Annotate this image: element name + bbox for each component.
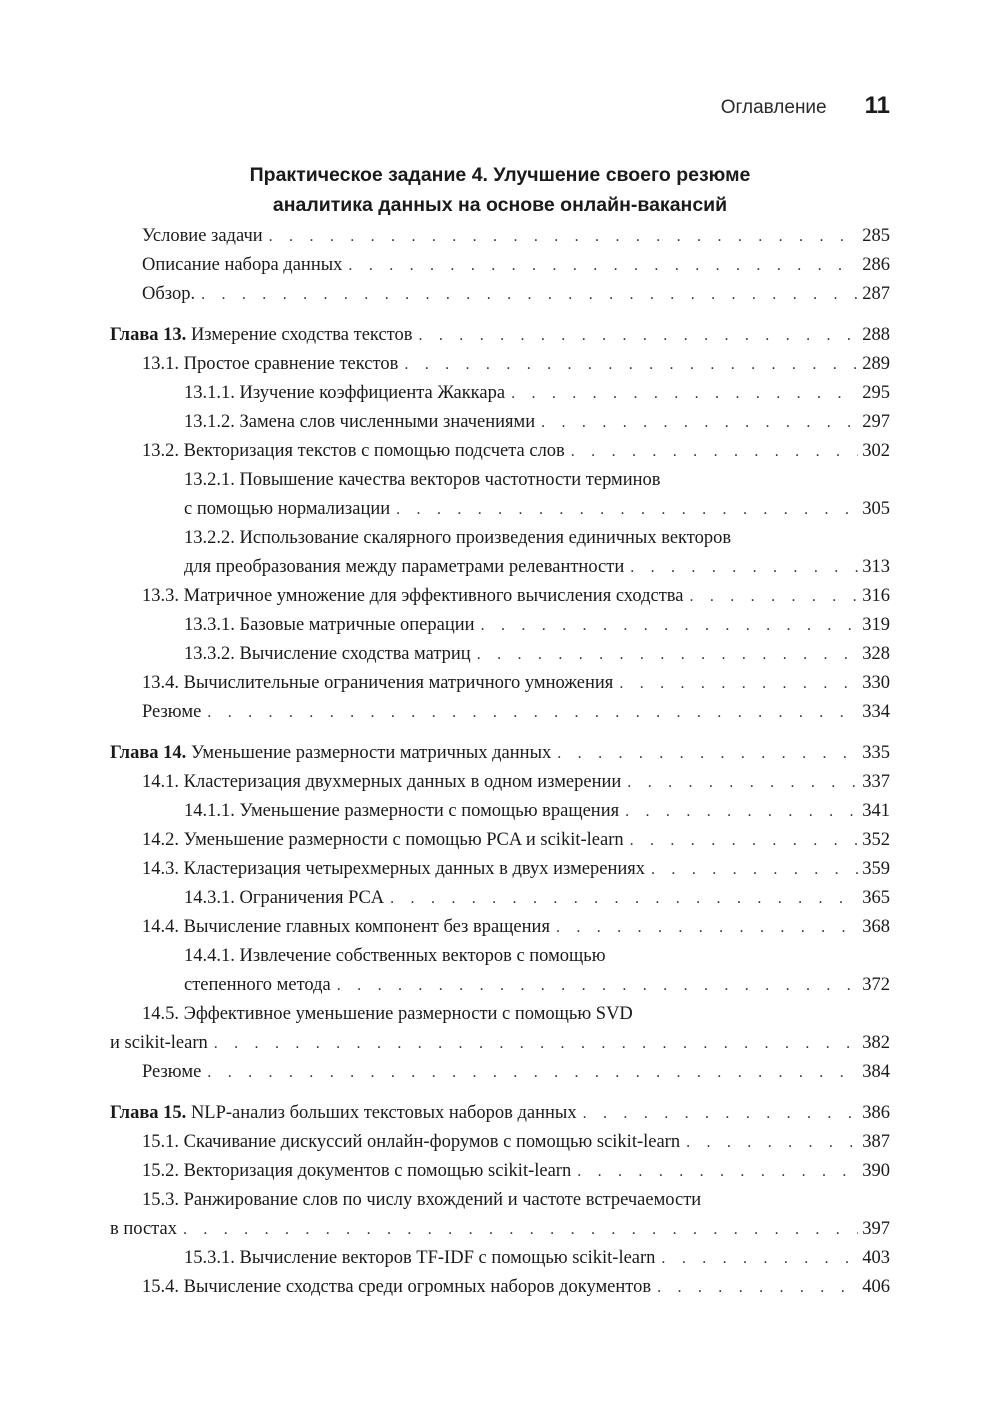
toc-entry-page: 316 [862, 586, 890, 606]
toc-entry-page: 390 [862, 1161, 890, 1181]
toc-entry-page: 305 [862, 499, 890, 519]
toc-entry-label: 13.3.2. Вычисление сходства матриц [184, 644, 471, 664]
dot-leader [625, 797, 858, 826]
dot-leader [183, 1215, 858, 1244]
toc-entry-label: 15.4. Вычисление сходства среди огромных наборов документов [142, 1277, 652, 1297]
toc-entry-label: 14.2. Уменьшение размерности с помощью PCA и scikit-learn [142, 830, 624, 850]
toc-entry-page: 288 [862, 325, 890, 345]
chapter-14-entry[interactable] [110, 739, 890, 768]
toc-entry-page: 335 [862, 743, 890, 763]
toc-entry-page: 297 [862, 412, 890, 432]
toc-entry-page: 359 [862, 859, 890, 879]
dot-leader [556, 913, 858, 942]
practical-task-heading [110, 160, 890, 220]
toc-entry-label: 15.1. Скачивание дискуссий онлайн-форумов с помощью scikit-learn [142, 1132, 681, 1152]
dot-leader [619, 669, 858, 698]
dot-leader [511, 379, 858, 408]
toc-entry[interactable] [110, 942, 890, 1000]
dot-leader [571, 437, 858, 466]
toc-entry-page: 368 [862, 917, 890, 937]
toc-entry[interactable] [110, 280, 890, 309]
toc-entry-page: 406 [862, 1277, 890, 1297]
toc-entry-page: 286 [862, 255, 890, 275]
dot-leader [214, 1029, 859, 1058]
toc-entry-label: 13.1.1. Изучение коэффициента Жаккара [184, 383, 506, 403]
toc-entry[interactable] [110, 1128, 890, 1157]
toc-entry-page: 313 [862, 557, 890, 577]
toc-entry-label: 14.1.1. Уменьшение размерности с помощью вращения [184, 801, 620, 821]
toc-entry[interactable] [110, 669, 890, 698]
toc-entry-label-line1: 14.4.1. Извлечение собственных векторов с помощью [184, 946, 606, 966]
toc-entry[interactable] [110, 797, 890, 826]
toc-entry[interactable] [110, 1244, 890, 1273]
toc-entry[interactable] [110, 1058, 890, 1087]
toc-entry[interactable] [110, 768, 890, 797]
toc-entry[interactable] [110, 826, 890, 855]
dot-leader [627, 768, 858, 797]
toc-entry-page: 334 [862, 702, 890, 722]
toc-entry-page: 386 [862, 1103, 890, 1123]
toc-entry-page: 328 [862, 644, 890, 664]
dot-leader [404, 350, 858, 379]
toc-entry-page: 287 [862, 284, 890, 304]
toc-entry[interactable] [110, 524, 890, 582]
toc-entry-label: 13.1.2. Замена слов численными значениями [184, 412, 536, 432]
chapter-13-entry[interactable] [110, 321, 890, 350]
dot-leader [651, 855, 858, 884]
dot-leader [207, 1058, 858, 1087]
chapter-label: Глава 13. [110, 325, 187, 345]
dot-leader [481, 611, 859, 640]
toc-entry-label: Обзор. [142, 284, 196, 304]
dot-leader [419, 321, 859, 350]
toc-entry-label: 15.2. Векторизация документов с помощью scikit-learn [142, 1161, 572, 1181]
dot-leader [477, 640, 859, 669]
toc-entry[interactable] [110, 379, 890, 408]
chapter-title: Уменьшение размерности матричных данных [186, 743, 552, 763]
dot-leader [390, 884, 858, 913]
toc-entry-label: 14.1. Кластеризация двухмерных данных в одном измерении [142, 772, 622, 792]
toc-entry-page: 372 [862, 975, 890, 995]
dot-leader [541, 408, 858, 437]
toc-entry[interactable] [110, 350, 890, 379]
table-of-contents [110, 160, 890, 1302]
dot-leader [577, 1157, 858, 1186]
toc-entry-label: Описание набора данных [142, 255, 343, 275]
toc-entry[interactable] [110, 1000, 890, 1058]
toc-entry-page: 330 [862, 673, 890, 693]
dot-leader [686, 1128, 858, 1157]
toc-entry[interactable] [110, 1273, 890, 1302]
toc-entry-label: в постах [110, 1219, 177, 1239]
dot-leader [661, 1244, 858, 1273]
dot-leader [630, 553, 858, 582]
toc-entry-label: 13.3.1. Базовые матричные операции [184, 615, 475, 635]
toc-entry-label: 14.3. Кластеризация четырехмерных данных в двух измерениях [142, 859, 646, 879]
toc-entry-page: 285 [862, 226, 890, 246]
toc-entry[interactable] [110, 640, 890, 669]
toc-entry[interactable] [110, 1186, 890, 1244]
toc-entry-label: 13.2. Векторизация текстов с помощью подсчета слов [142, 441, 565, 461]
chapter-label: Глава 14. [110, 743, 187, 763]
toc-entry-page: 289 [862, 354, 890, 374]
practical-task-heading-line2: аналитика данных на основе онлайн-вакансий [272, 194, 728, 216]
chapter-title: NLP-анализ больших текстовых наборов данных [186, 1103, 577, 1123]
dot-leader [269, 222, 859, 251]
toc-entry-label: 14.4. Вычисление главных компонент без вращения [142, 917, 550, 937]
toc-entry-page: 352 [862, 830, 890, 850]
toc-entry-label: 14.3.1. Ограничения PCA [184, 888, 385, 908]
toc-entry[interactable] [110, 408, 890, 437]
dot-leader [557, 739, 858, 768]
toc-entry[interactable] [110, 1157, 890, 1186]
toc-entry-label: 13.1. Простое сравнение текстов [142, 354, 399, 374]
toc-entry-page: 384 [862, 1062, 890, 1082]
dot-leader [337, 971, 858, 1000]
dot-leader [396, 495, 858, 524]
toc-entry-page: 397 [862, 1219, 890, 1239]
chapter-label: Глава 15. [110, 1103, 187, 1123]
toc-entry-label-line1: 13.2.1. Повышение качества векторов частотности терминов [184, 470, 661, 490]
toc-entry-page: 302 [862, 441, 890, 461]
toc-entry-page: 387 [862, 1132, 890, 1152]
chapter-title: Измерение сходства текстов [186, 325, 413, 345]
toc-entry-page: 365 [862, 888, 890, 908]
chapter-15-entry[interactable] [110, 1099, 890, 1128]
practical-task-heading-line1: Практическое задание 4. Улучшение своего резюме [249, 164, 751, 186]
toc-entry[interactable] [110, 466, 890, 524]
toc-entry-label: степенного метода [184, 975, 331, 995]
toc-entry[interactable] [110, 251, 890, 280]
running-title: Оглавление [720, 97, 827, 118]
toc-entry[interactable] [110, 611, 890, 640]
toc-entry-label: с помощью нормализации [184, 499, 391, 519]
toc-entry-page: 295 [862, 383, 890, 403]
toc-entry-page: 337 [862, 772, 890, 792]
toc-entry[interactable] [110, 913, 890, 942]
toc-entry-label: 13.4. Вычислительные ограничения матричного умножения [142, 673, 614, 693]
toc-entry-page: 382 [862, 1033, 890, 1053]
toc-entry-label-line1: 13.2.2. Использование скалярного произведения единичных векторов [184, 528, 732, 548]
toc-entry-label: 13.3. Матричное умножение для эффективного вычисления сходства [142, 586, 684, 606]
dot-leader [207, 698, 858, 727]
toc-entry-label-line1: 15.3. Ранжирование слов по числу вхождений и частоте встречаемости [142, 1190, 702, 1210]
toc-entry[interactable] [110, 222, 890, 251]
page-number: 11 [864, 92, 890, 119]
dot-leader [201, 280, 858, 309]
toc-entry-label: для преобразования между параметрами релевантности [184, 557, 625, 577]
dot-leader [583, 1099, 859, 1128]
dot-leader [348, 251, 858, 280]
dot-leader [657, 1273, 858, 1302]
toc-entry-page: 341 [862, 801, 890, 821]
toc-entry-label: Резюме [142, 1062, 202, 1082]
toc-entry[interactable] [110, 582, 890, 611]
toc-entry[interactable] [110, 884, 890, 913]
toc-entry[interactable] [110, 698, 890, 727]
toc-entry-label: и scikit-learn [110, 1033, 208, 1053]
toc-entry[interactable] [110, 437, 890, 466]
dot-leader [689, 582, 858, 611]
toc-entry[interactable] [110, 855, 890, 884]
toc-entry-label: Условие задачи [142, 226, 263, 246]
toc-entry-label-line1: 14.5. Эффективное уменьшение размерности с помощью SVD [142, 1004, 633, 1024]
page-header [721, 92, 890, 120]
dot-leader [630, 826, 859, 855]
toc-entry-page: 403 [862, 1248, 890, 1268]
toc-entry-label: 15.3.1. Вычисление векторов TF-IDF с помощью scikit-learn [184, 1248, 656, 1268]
toc-entry-label: Резюме [142, 702, 202, 722]
toc-entry-page: 319 [862, 615, 890, 635]
